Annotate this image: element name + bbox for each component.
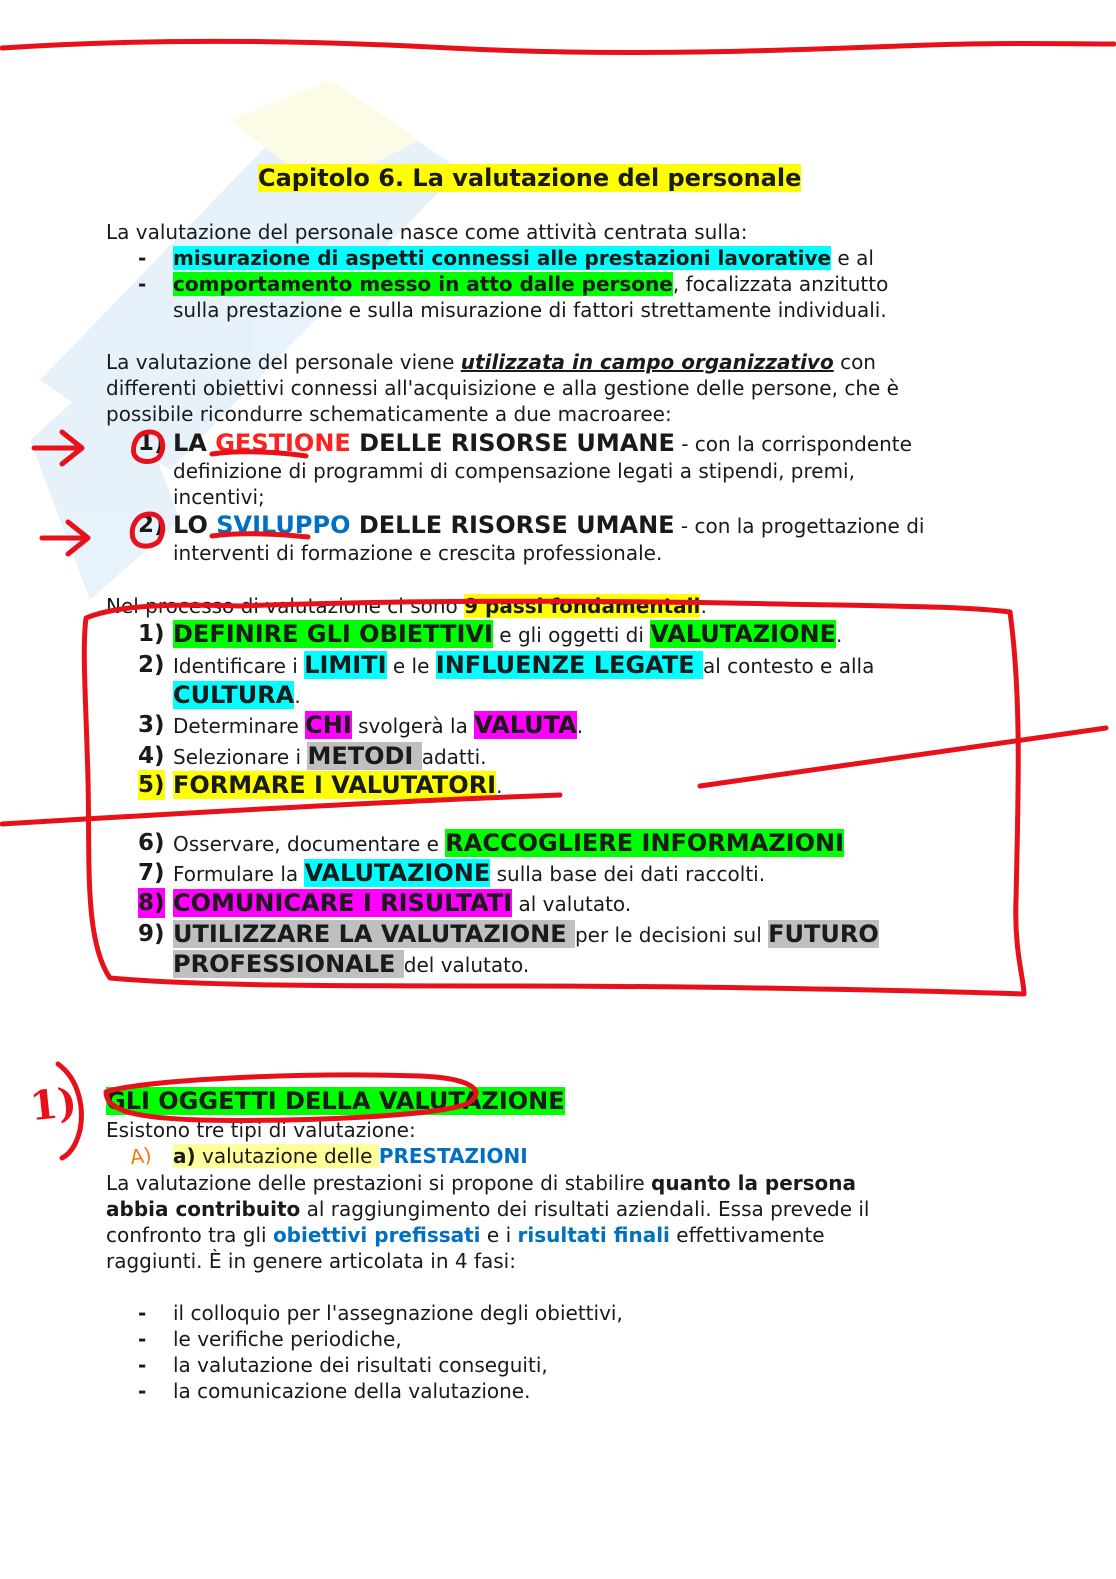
step-1: DEFINIRE GLI OBIETTIVI e gli oggetti di VALUTAZIONE. — [173, 620, 843, 648]
bullet-marker: - — [138, 1353, 147, 1377]
margin-number: 1) — [27, 1078, 80, 1131]
step-number: 3) — [138, 712, 165, 738]
page-title: Capitolo 6. La valutazione del personale — [258, 164, 802, 192]
macro-item-2-cont: interventi di formazione e crescita professionale. — [173, 541, 663, 565]
step-number: 6) — [138, 830, 165, 856]
step-number: 1) — [138, 621, 165, 647]
intro-line: La valutazione del personale nasce come attività centrata sulla: — [106, 220, 748, 244]
step-5: FORMARE I VALUTATORI. — [173, 771, 503, 799]
objects-intro: Esistono tre tipi di valutazione: — [106, 1118, 416, 1142]
macro-item-1-cont: definizione di programmi di compensazione legati a stipendi, premi, — [173, 459, 855, 483]
phase-item: la comunicazione della valutazione. — [173, 1379, 531, 1403]
objects-para-2: abbia contribuito al raggiungimento dei risultati aziendali. Essa prevede il — [106, 1197, 870, 1221]
step-2-cont: CULTURA. — [173, 681, 301, 709]
step-8: COMUNICARE I RISULTATI al valutato. — [173, 889, 632, 917]
uses-line-3: possibile ricondurre schematicamente a due macroaree: — [106, 402, 672, 426]
macro-item-1-number: 1) — [138, 430, 165, 456]
bullet-marker: - — [138, 1379, 147, 1403]
steps-intro: Nel processo di valutazione ci sono 9 passi fondamentali: — [106, 594, 708, 618]
step-3: Determinare CHI svolgerà la VALUTA. — [173, 711, 584, 739]
uses-line-1: La valutazione del personale viene utilizzata in campo organizzativo con — [106, 350, 876, 374]
phase-item: il colloquio per l'assegnazione degli obiettivi, — [173, 1301, 623, 1325]
hand-label: A) — [128, 1142, 154, 1170]
step-7: Formulare la VALUTAZIONE sulla base dei dati raccolti. — [173, 859, 766, 887]
step-number: 5) — [138, 772, 165, 798]
bullet-marker: - — [138, 1301, 147, 1325]
phase-item: le verifiche periodiche, — [173, 1327, 402, 1351]
objects-para-4: raggiunti. È in genere articolata in 4 fasi: — [106, 1249, 516, 1273]
top-strike-line — [2, 41, 1114, 52]
objects-para-3: confronto tra gli obiettivi prefissati e i risultati finali effettivamente — [106, 1223, 825, 1247]
objects-sub-a: a) valutazione delle PRESTAZIONI — [173, 1144, 528, 1168]
macro-item-1-cont: incentivi; — [173, 485, 265, 509]
step-number: 2) — [138, 652, 165, 678]
step-number: 9) — [138, 921, 165, 947]
intro-bullet-2-cont: sulla prestazione e sulla misurazione di fattori strettamente individuali. — [173, 298, 887, 322]
bullet-marker: - — [138, 1327, 147, 1351]
intro-bullet-1: misurazione di aspetti connessi alle prestazioni lavorative e al — [173, 246, 874, 270]
step-4: Selezionare i METODI adatti. — [173, 742, 487, 770]
cross-line — [700, 728, 1106, 786]
step-number: 8) — [138, 890, 165, 916]
step-9: UTILIZZARE LA VALUTAZIONE per le decisioni sul FUTURO — [173, 920, 879, 948]
section-heading: GLI OGGETTI DELLA VALUTAZIONE — [106, 1087, 565, 1115]
arrow-icon — [34, 432, 82, 464]
intro-bullet-2: comportamento messo in atto dalle persone, focalizzata anzitutto — [173, 272, 889, 296]
step-number: 7) — [138, 860, 165, 886]
step-2: Identificare i LIMITI e le INFLUENZE LEGATE al contesto e alla — [173, 651, 875, 679]
step-9-cont: PROFESSIONALE del valutato. — [173, 950, 530, 978]
arrow-icon — [42, 522, 88, 554]
phase-item: la valutazione dei risultati conseguiti, — [173, 1353, 548, 1377]
step-6: Osservare, documentare e RACCOGLIERE INFORMAZIONI — [173, 829, 845, 857]
uses-line-2: differenti obiettivi connessi all'acquisizione e alla gestione delle persone, che è — [106, 376, 899, 400]
macro-item-1: LA GESTIONE DELLE RISORSE UMANE - con la corrispondente — [173, 429, 912, 457]
bullet-marker: - — [138, 272, 147, 296]
objects-para-1: La valutazione delle prestazioni si propone di stabilire quanto la persona — [106, 1171, 857, 1195]
bullet-marker: - — [138, 246, 147, 270]
step-number: 4) — [138, 743, 165, 769]
macro-item-2-number: 2) — [138, 512, 165, 538]
macro-item-2: LO SVILUPPO DELLE RISORSE UMANE - con la progettazione di — [173, 511, 925, 539]
